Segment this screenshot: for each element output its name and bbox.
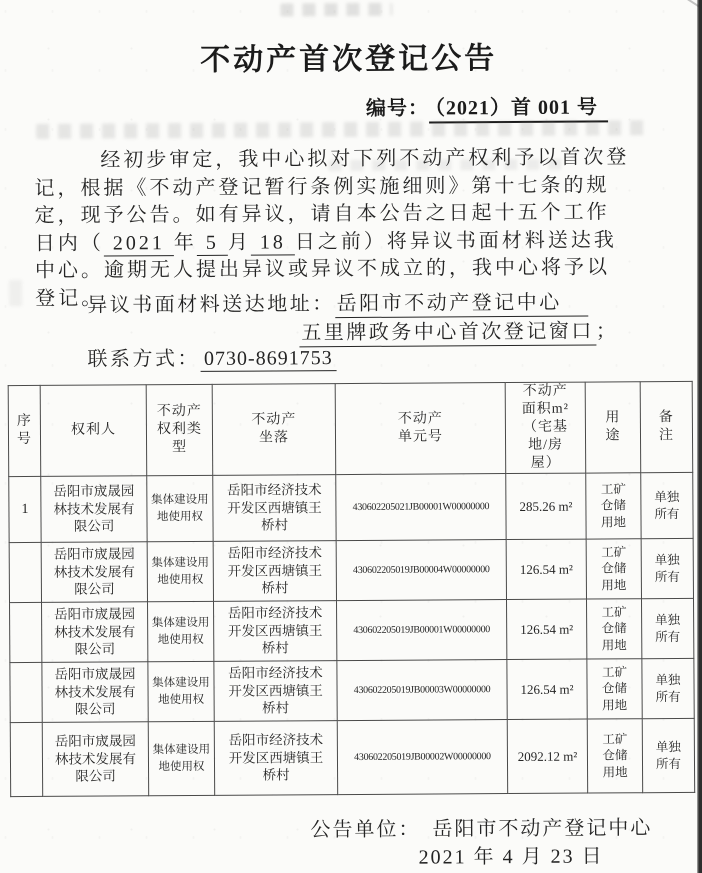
- cell-right-type: 集体建设用 地使用权: [147, 541, 213, 601]
- address-suffix: ；: [595, 320, 619, 343]
- table-row: [9, 472, 693, 542]
- deadline-day: 18: [251, 231, 295, 255]
- table-header-row: [8, 381, 693, 476]
- cell-seq: [9, 542, 41, 602]
- cell-location: 岳阳市经济技术 开发区西塘镇王 桥村: [214, 721, 337, 796]
- notice-line: 定，现予公告。如有异议，请自本公告之日起十五个工作: [34, 201, 610, 227]
- notice-line: 记，根据《不动产登记暂行条例实施细则》第十七条的规: [34, 173, 610, 200]
- cell-owner: 岳阳市宬晟园 林技术发展有 限公司: [42, 602, 148, 663]
- cell-usage: 工矿 仓储 用地: [586, 599, 641, 659]
- notice-line: 登记。: [35, 287, 105, 310]
- col-header-location: 不动产 坐落: [212, 384, 336, 476]
- cell-location: 岳阳市经济技术 开发区西塘镇王 桥村: [214, 661, 337, 722]
- cell-note: 单独 所有: [642, 658, 694, 718]
- bleedthrough-artifact: [36, 120, 644, 139]
- doc-number: [366, 90, 608, 120]
- cell-area: 285.26 m²: [506, 473, 586, 539]
- table-row: [10, 718, 694, 796]
- cell-seq: [10, 662, 42, 722]
- cell-unit-no: 430602205019JB00003W00000000: [337, 660, 507, 721]
- announcing-unit-label: 公告单位：: [310, 818, 421, 842]
- notice-line: 中心。逾期无人提出异议或异议不成立的，我中心将予以: [34, 256, 611, 282]
- col-header-owner: 权利人: [40, 385, 147, 477]
- cell-owner: 岳阳市宬晟园 林技术发展有 限公司: [41, 542, 147, 603]
- notice-line-deadline: [35, 227, 635, 258]
- cell-right-type: 集体建设用 地使用权: [148, 661, 214, 721]
- page-title: 不动产首次登记公告: [200, 42, 498, 77]
- doc-number-value: （2021）首 001 号: [429, 96, 608, 123]
- cell-seq: [10, 602, 42, 662]
- deadline-month-unit: 月: [227, 231, 251, 254]
- col-header-note: 备 注: [640, 381, 693, 472]
- cell-note: 单独 所有: [641, 472, 693, 538]
- cell-usage: 工矿 仓储 用地: [586, 473, 641, 539]
- address-line2: 五里牌政务中心首次登记窗口: [299, 321, 596, 348]
- objection-address: [87, 289, 618, 347]
- bleedthrough-artifact: [9, 280, 31, 306]
- deadline-year: 2021: [104, 232, 174, 256]
- col-header-right-type: 不动产 权利类 型: [146, 384, 213, 475]
- deadline-month: 5: [197, 231, 228, 255]
- address-label: 异议书面材料送达地址：: [87, 293, 335, 317]
- cell-right-type: 集体建设用 地使用权: [148, 721, 214, 795]
- cell-area: 126.54 m²: [507, 659, 587, 719]
- cell-unit-no: 430602205019JB00001W00000000: [337, 600, 507, 661]
- contact-info: [87, 341, 336, 372]
- cell-unit-no: 430602205019JB00002W00000000: [337, 720, 507, 795]
- cell-usage: 工矿 仓储 用地: [587, 719, 642, 793]
- cell-note: 单独 所有: [641, 598, 693, 658]
- cell-seq: 1: [9, 476, 41, 542]
- cell-unit-no: 430602205021JB00001W00000000: [336, 474, 506, 541]
- cell-location: 岳阳市经济技术 开发区西塘镇王 桥村: [214, 601, 337, 662]
- announcing-unit: [310, 814, 652, 844]
- cell-usage: 工矿 仓储 用地: [587, 659, 642, 719]
- cell-location: 岳阳市经济技术 开发区西塘镇王 桥村: [213, 541, 336, 602]
- table-row: [9, 538, 693, 602]
- cell-owner: 岳阳市宬晟园 林技术发展有 限公司: [42, 662, 148, 723]
- col-header-usage: 用 途: [585, 382, 641, 473]
- table-row: [10, 658, 694, 722]
- cell-note: 单独 所有: [641, 538, 693, 598]
- cell-area: 126.54 m²: [506, 539, 586, 599]
- announcement-footer: [310, 814, 652, 872]
- cell-location: 岳阳市经济技术 开发区西塘镇王 桥村: [213, 475, 336, 542]
- cell-owner: 岳阳市宬晟园 林技术发展有 限公司: [42, 722, 148, 797]
- cell-owner: 岳阳市宬晟园 林技术发展有 限公司: [41, 476, 147, 543]
- cell-right-type: 集体建设用 地使用权: [147, 475, 213, 541]
- table-row: [10, 598, 694, 662]
- deadline-suffix: 日之前）将异议书面材料送达我: [294, 228, 617, 253]
- announcement-date: 2021 年 4 月 23 日: [418, 845, 604, 869]
- col-header-seq: 序 号: [8, 385, 41, 476]
- bleedthrough-artifact: [328, 159, 568, 171]
- address-line1: 岳阳市不动产登记中心: [335, 292, 588, 319]
- cell-seq: [10, 722, 42, 796]
- contact-label: 联系方式：: [87, 347, 201, 371]
- cell-right-type: 集体建设用 地使用权: [148, 601, 214, 661]
- cell-note: 单独 所有: [642, 718, 694, 792]
- notice-line: 经初步审定，我中心拟对下列不动产权利予以首次登: [100, 146, 630, 172]
- cell-area: 2092.12 m²: [507, 719, 587, 793]
- scan-edge-strip: [697, 0, 702, 873]
- deadline-year-unit: 年: [173, 231, 197, 254]
- deadline-prefix: 日内（: [34, 232, 104, 255]
- col-header-unit-no: 不动产 单元号: [335, 383, 506, 475]
- registration-table: [8, 381, 696, 797]
- cell-usage: 工矿 仓储 用地: [586, 539, 641, 599]
- bleedthrough-artifact: [280, 3, 392, 17]
- doc-number-label: 编号：: [365, 97, 430, 120]
- cell-area: 126.54 m²: [506, 599, 586, 659]
- announcing-unit-value: 岳阳市不动产登记中心: [432, 817, 653, 841]
- cell-unit-no: 430602205019JB00004W00000000: [336, 540, 506, 601]
- col-header-area: 不动产 面积m² （宅基 地/房 屋）: [505, 382, 586, 473]
- contact-phone: 0730-8691753: [200, 347, 337, 372]
